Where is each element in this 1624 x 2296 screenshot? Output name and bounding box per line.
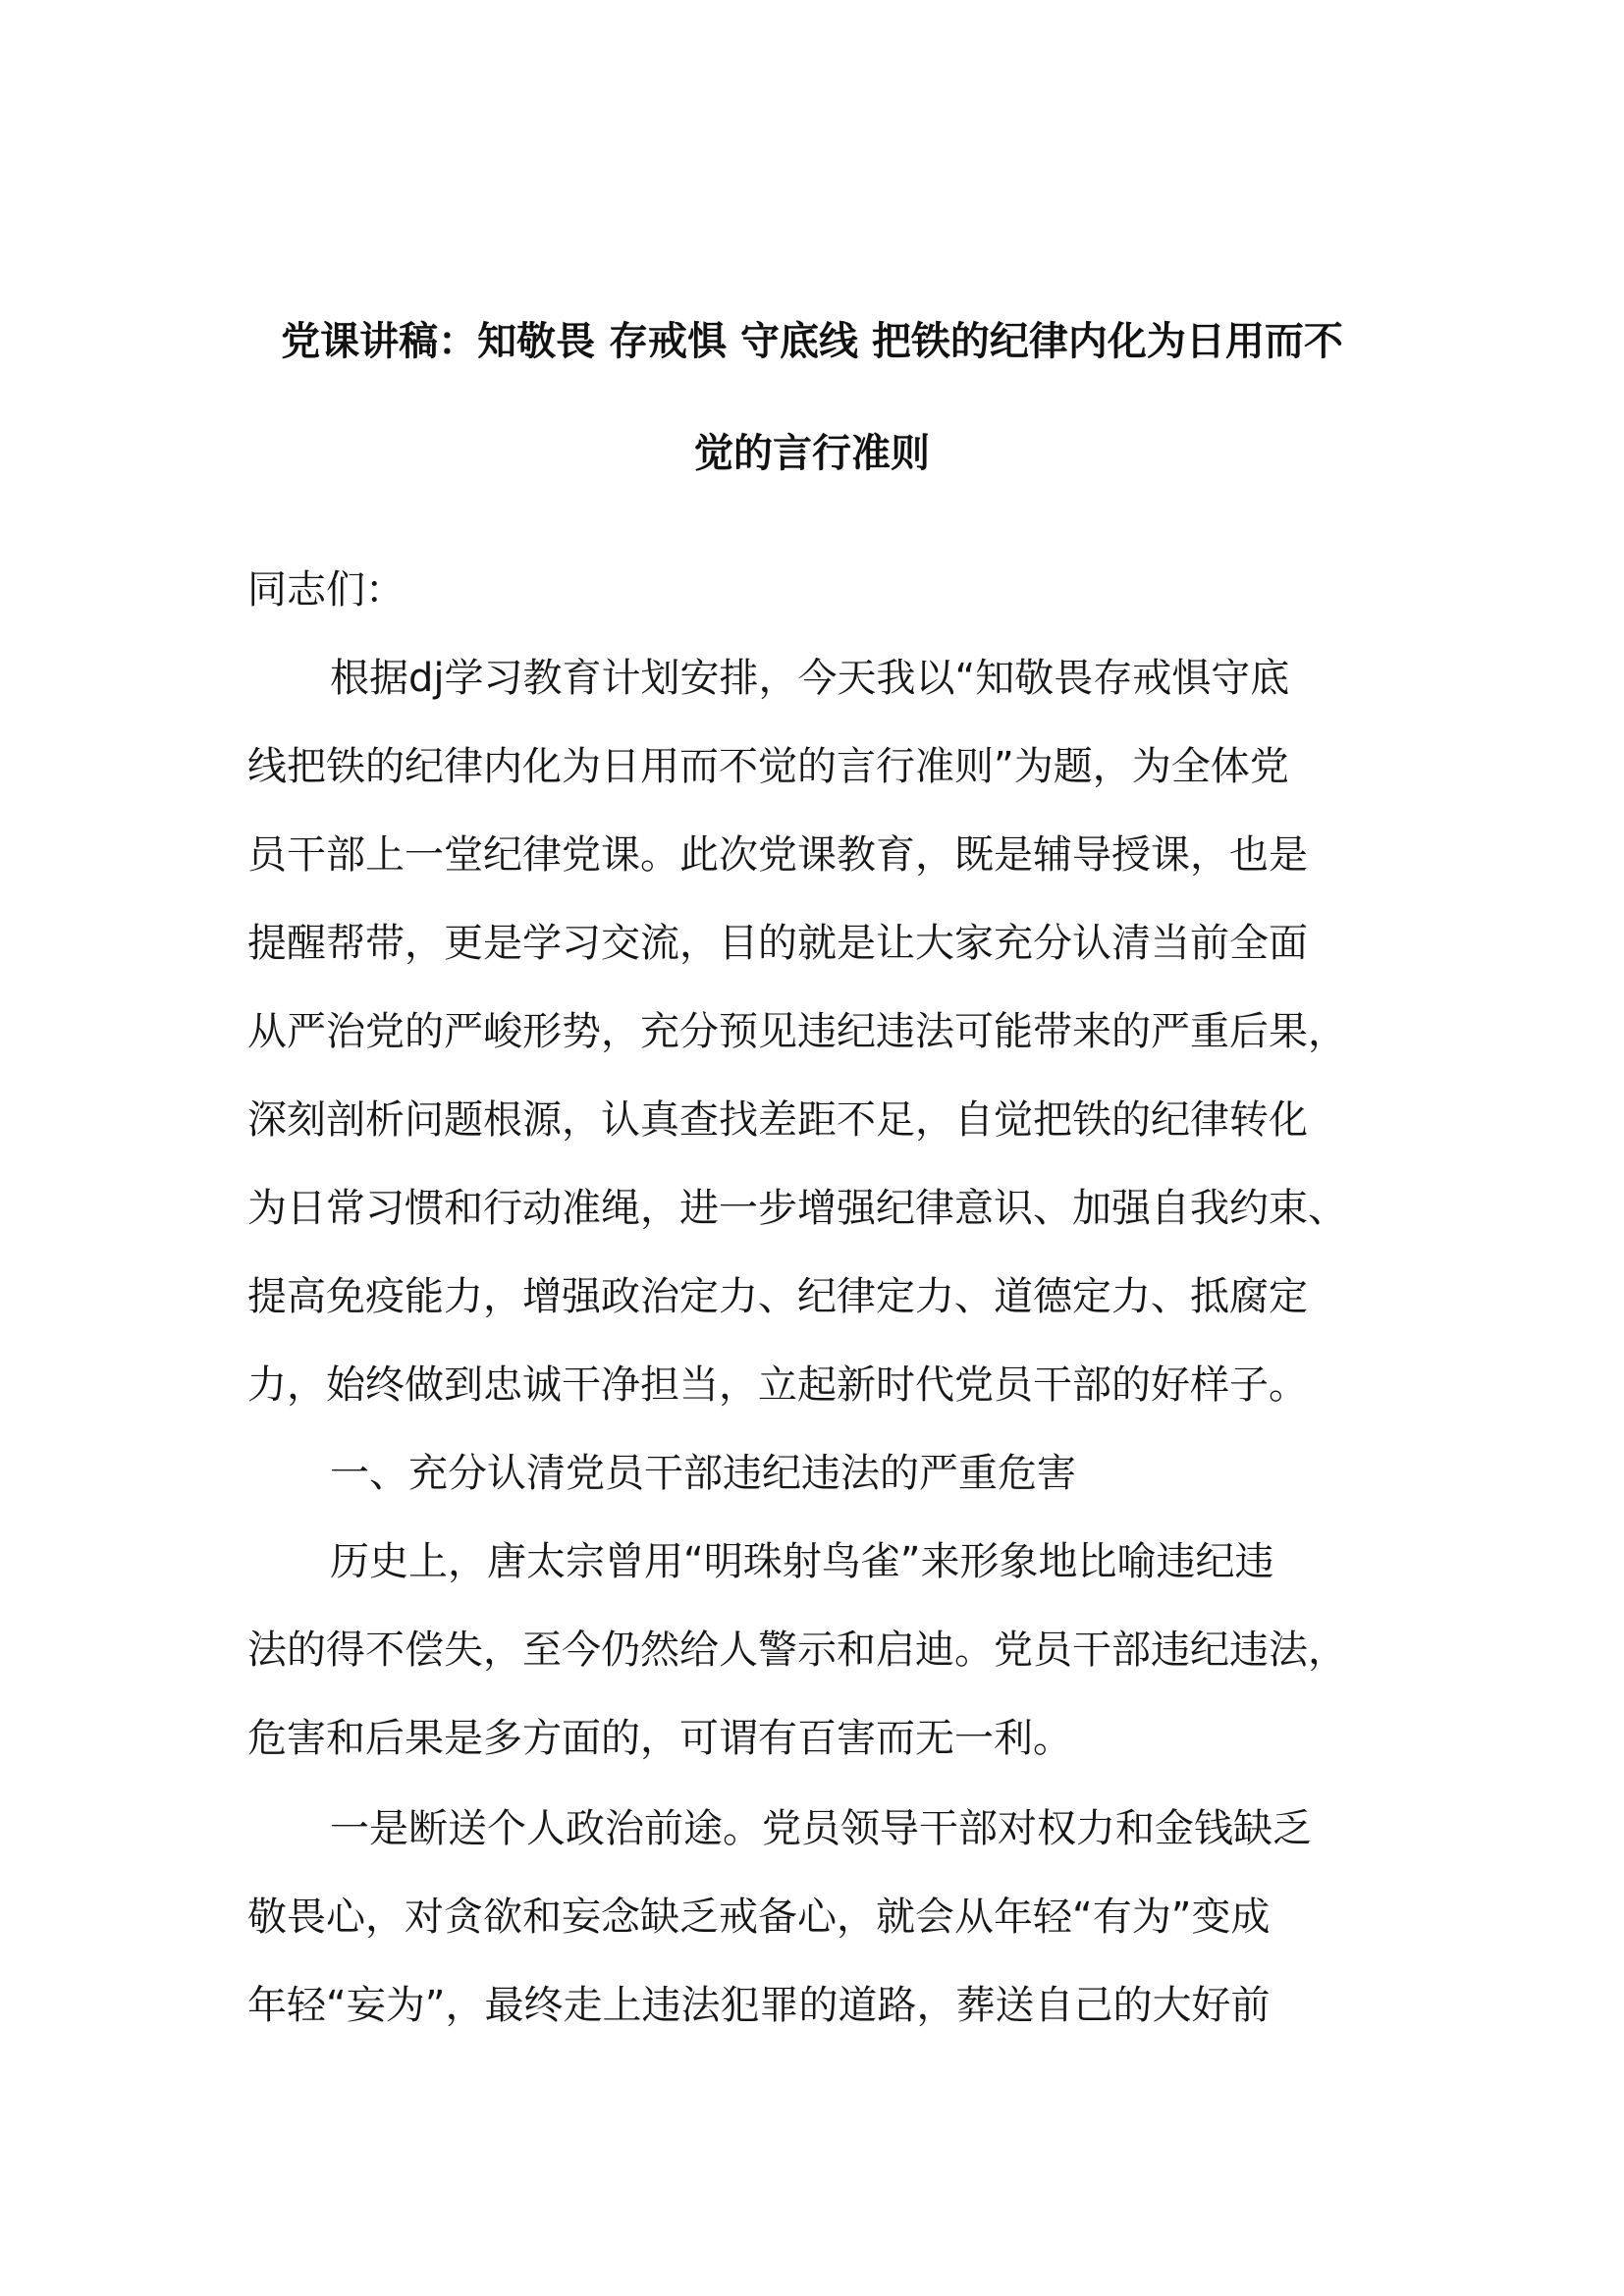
- paragraph-line: 从严治党的严峻形势，充分预见违纪违法可能带来的严重后果，: [247, 1009, 1347, 1054]
- document-title: [236, 273, 1388, 476]
- paragraph-line: 提高免疫能力，增强政治定力、纪律定力、道德定力、抵腐定: [247, 1274, 1308, 1319]
- paragraph-line: 力，始终做到忠诚干净担当，立起新时代党员干部的好样子。: [247, 1362, 1308, 1408]
- paragraph-line: 法的得不偿失，至今仍然给人警示和启迪。党员干部违纪违法，: [247, 1628, 1347, 1673]
- salutation: 同志们：: [247, 567, 405, 613]
- paragraph-line: 年轻“妄为”，最终走上违法犯罪的道路，葬送自己的大好前: [247, 1983, 1271, 2028]
- title-line-2: 觉的言行准则: [694, 431, 930, 476]
- paragraph-line: 线把铁的纪律内化为日用而不觉的言行准则”为题，为全体党: [247, 744, 1289, 789]
- paragraph-line: 历史上，唐太宗曾用“明珠射鸟雀”来形象地比喻违纪违: [330, 1539, 1274, 1584]
- paragraph-line: 员干部上一堂纪律党课。此次党课教育，既是辅导授课，也是: [247, 832, 1308, 878]
- section-heading: 一、充分认清党员干部违纪违法的严重危害: [330, 1451, 1076, 1496]
- paragraph-line: 一是断送个人政治前途。党员领导干部对权力和金钱缺乏: [330, 1806, 1312, 1851]
- paragraph-line: 危害和后果是多方面的，可谓有百害而无一利。: [247, 1716, 1072, 1761]
- paragraph-line: 提醒帮带，更是学习交流，目的就是让大家充分认清当前全面: [247, 921, 1308, 966]
- paragraph-line: 敬畏心，对贪欲和妄念缺乏戒备心，就会从年轻“有为”变成: [247, 1895, 1271, 1940]
- title-line-1: 党课讲稿：知敬畏 存戒惧 守底线 把铁的纪律内化为日用而不: [281, 319, 1343, 364]
- paragraph-line: 根据dj学习教育计划安排，今天我以“知敬畏存戒惧守底: [330, 656, 1290, 701]
- paragraph-line: 为日常习惯和行动准绳，进一步增强纪律意识、加强自我约束、: [247, 1186, 1347, 1231]
- paragraph-line: 深刻剖析问题根源，认真查找差距不足，自觉把铁的纪律转化: [247, 1097, 1308, 1143]
